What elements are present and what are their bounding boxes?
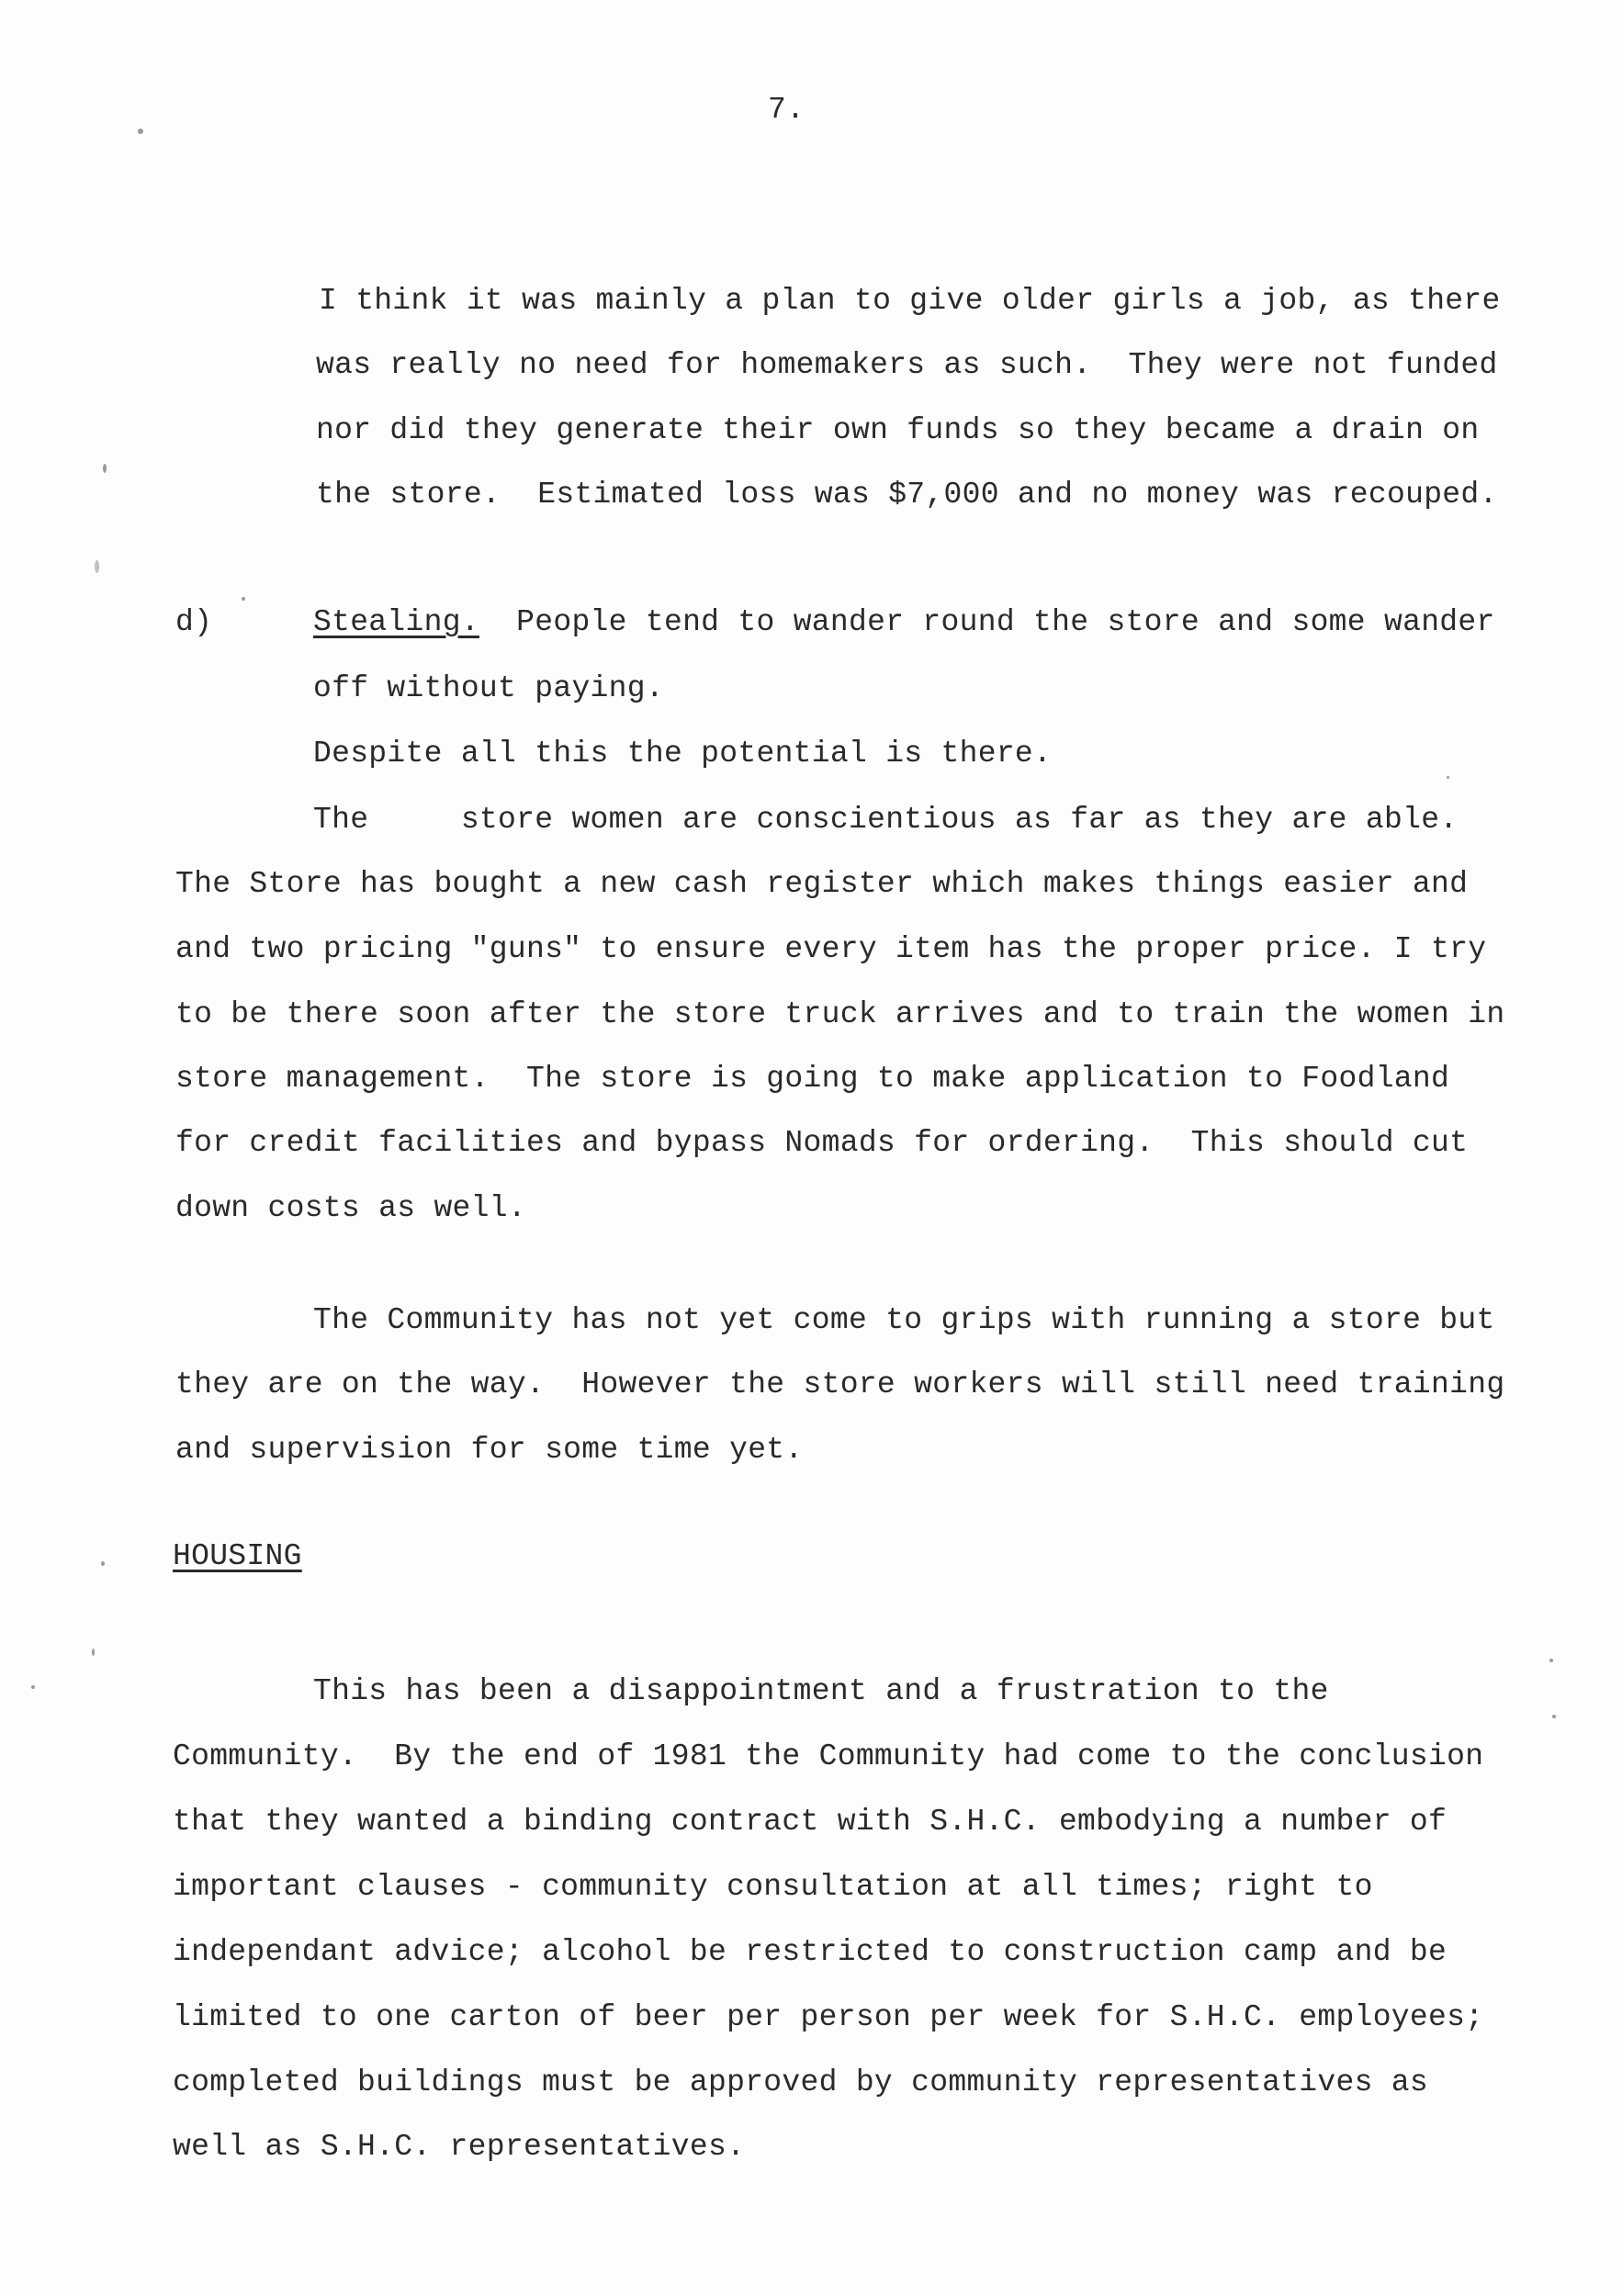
- community-line-3: and supervision for some time yet.: [175, 1433, 804, 1467]
- scan-speck: [242, 597, 245, 601]
- store-women-line-5: store management. The store is going to make application to Foodland: [175, 1062, 1450, 1096]
- community-line-2: they are on the way. However the store workers will still need training: [175, 1367, 1505, 1401]
- scan-speck: [103, 464, 107, 473]
- homemakers-line-1: I think it was mainly a plan to give older girls a job, as there: [319, 284, 1501, 318]
- housing-line-5: independant advice; alcohol be restricted to construction camp and be: [173, 1935, 1447, 1969]
- item-d-marker: d): [175, 605, 213, 639]
- store-women-line-3: and two pricing "guns" to ensure every item has the proper price. I try: [175, 932, 1487, 966]
- scan-speck: [138, 129, 143, 134]
- scan-speck: [101, 1561, 105, 1566]
- housing-line-8: well as S.H.C. representatives.: [173, 2130, 746, 2164]
- scan-speck: [92, 1649, 95, 1656]
- housing-line-1: This has been a disappointment and a frustration to the: [313, 1674, 1329, 1708]
- item-d-title: Stealing.: [313, 605, 479, 639]
- homemakers-line-3: nor did they generate their own funds so they became a drain on: [316, 413, 1480, 447]
- store-women-line-4: to be there soon after the store truck arrives and to train the women in: [175, 997, 1505, 1031]
- scan-speck: [1552, 1715, 1556, 1718]
- item-d-first-line: [313, 604, 1495, 641]
- community-line-1: The Community has not yet come to grips with running a store but: [313, 1303, 1495, 1337]
- housing-line-2: Community. By the end of 1981 the Community had come to the conclusion: [173, 1739, 1484, 1773]
- housing-line-3: that they wanted a binding contract with S.H.C. embodying a number of: [173, 1805, 1447, 1839]
- scan-speck: [31, 1685, 35, 1689]
- page-number: 7.: [768, 93, 805, 127]
- homemakers-line-4: the store. Estimated loss was $7,000 and no money was recouped.: [316, 478, 1498, 512]
- scan-speck: [1549, 1659, 1553, 1662]
- homemakers-line-2: was really no need for homemakers as such. They were not funded: [316, 348, 1498, 382]
- item-d-line-3: Despite all this the potential is there.: [313, 737, 1053, 771]
- scan-speck: [95, 560, 99, 573]
- store-women-line-2: The Store has bought a new cash register which makes things easier and: [175, 867, 1469, 901]
- item-d-first-line-text: People tend to wander round the store and some wander: [479, 605, 1495, 639]
- store-women-line-1: The store women are conscientious as far as they are able.: [313, 803, 1459, 837]
- scan-speck: [1447, 776, 1449, 779]
- housing-line-7: completed buildings must be approved by community representatives as: [173, 2065, 1429, 2099]
- item-d-line-2: off without paying.: [313, 671, 664, 705]
- store-women-line-7: down costs as well.: [175, 1191, 526, 1225]
- housing-line-6: limited to one carton of beer per person per week for S.H.C. employees;: [173, 2000, 1484, 2034]
- housing-heading: HOUSING: [173, 1539, 302, 1573]
- housing-line-4: important clauses - community consultation at all times; right to: [173, 1870, 1373, 1904]
- store-women-line-6: for credit facilities and bypass Nomads for ordering. This should cut: [175, 1126, 1469, 1160]
